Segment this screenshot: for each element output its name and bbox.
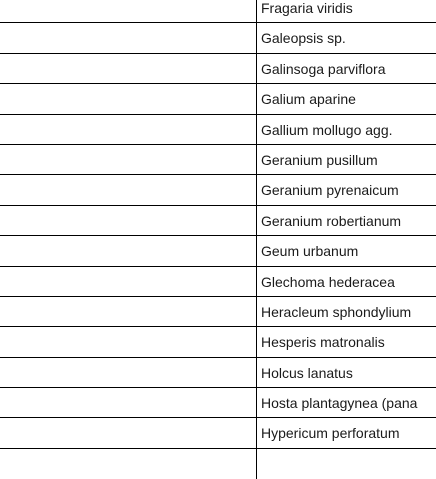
table-row bbox=[0, 23, 436, 53]
empty-cell[interactable] bbox=[0, 84, 257, 113]
species-name-cell[interactable]: Heracleum sphondylium bbox=[261, 303, 412, 320]
species-name-cell[interactable]: Gallium mollugo agg. bbox=[261, 121, 393, 138]
species-name-cell[interactable]: Geum urbanum bbox=[261, 243, 359, 260]
table-row bbox=[0, 206, 436, 236]
table-row bbox=[0, 54, 436, 84]
empty-cell[interactable] bbox=[0, 236, 257, 265]
species-name-cell[interactable]: Galinsoga parviflora bbox=[261, 60, 386, 77]
empty-cell[interactable] bbox=[0, 0, 257, 22]
table-row bbox=[0, 327, 436, 357]
empty-cell[interactable] bbox=[0, 358, 257, 387]
species-name-cell[interactable]: Galeopsis sp. bbox=[261, 30, 346, 47]
species-name-cell[interactable]: Galium aparine bbox=[261, 91, 356, 108]
table-row bbox=[0, 388, 436, 418]
table-row bbox=[0, 145, 436, 175]
table-row bbox=[0, 418, 436, 448]
table-row bbox=[0, 236, 436, 266]
table-row bbox=[0, 297, 436, 327]
species-name-cell[interactable]: Fragaria viridis bbox=[261, 0, 353, 16]
species-name-cell[interactable]: Hypericum perforatum bbox=[261, 425, 400, 442]
empty-cell[interactable] bbox=[0, 206, 257, 235]
empty-cell[interactable] bbox=[0, 145, 257, 174]
empty-cell[interactable] bbox=[0, 449, 257, 479]
table-row bbox=[0, 115, 436, 145]
species-name-cell[interactable]: Hesperis matronalis bbox=[261, 334, 385, 351]
empty-cell[interactable] bbox=[0, 418, 257, 447]
species-name-cell[interactable]: Geranium robertianum bbox=[261, 212, 402, 229]
species-name-cell[interactable]: Glechoma hederacea bbox=[261, 273, 395, 290]
empty-cell[interactable] bbox=[0, 388, 257, 417]
table-row bbox=[0, 0, 436, 23]
empty-cell[interactable] bbox=[0, 23, 257, 52]
species-name-cell[interactable]: Hosta plantagynea (pana bbox=[261, 395, 418, 412]
table-row bbox=[0, 84, 436, 114]
species-name-cell[interactable]: Geranium pusillum bbox=[261, 151, 378, 168]
empty-cell[interactable] bbox=[0, 267, 257, 296]
species-name-cell[interactable]: Geranium pyrenaicum bbox=[261, 182, 399, 199]
empty-cell[interactable] bbox=[0, 175, 257, 204]
table-row bbox=[0, 358, 436, 388]
empty-cell[interactable] bbox=[0, 115, 257, 144]
table-row bbox=[0, 267, 436, 297]
species-name-cell[interactable]: Holcus lanatus bbox=[261, 364, 353, 381]
empty-cell[interactable] bbox=[0, 327, 257, 356]
table-row bbox=[0, 175, 436, 205]
empty-cell[interactable] bbox=[0, 54, 257, 83]
empty-cell[interactable] bbox=[0, 297, 257, 326]
